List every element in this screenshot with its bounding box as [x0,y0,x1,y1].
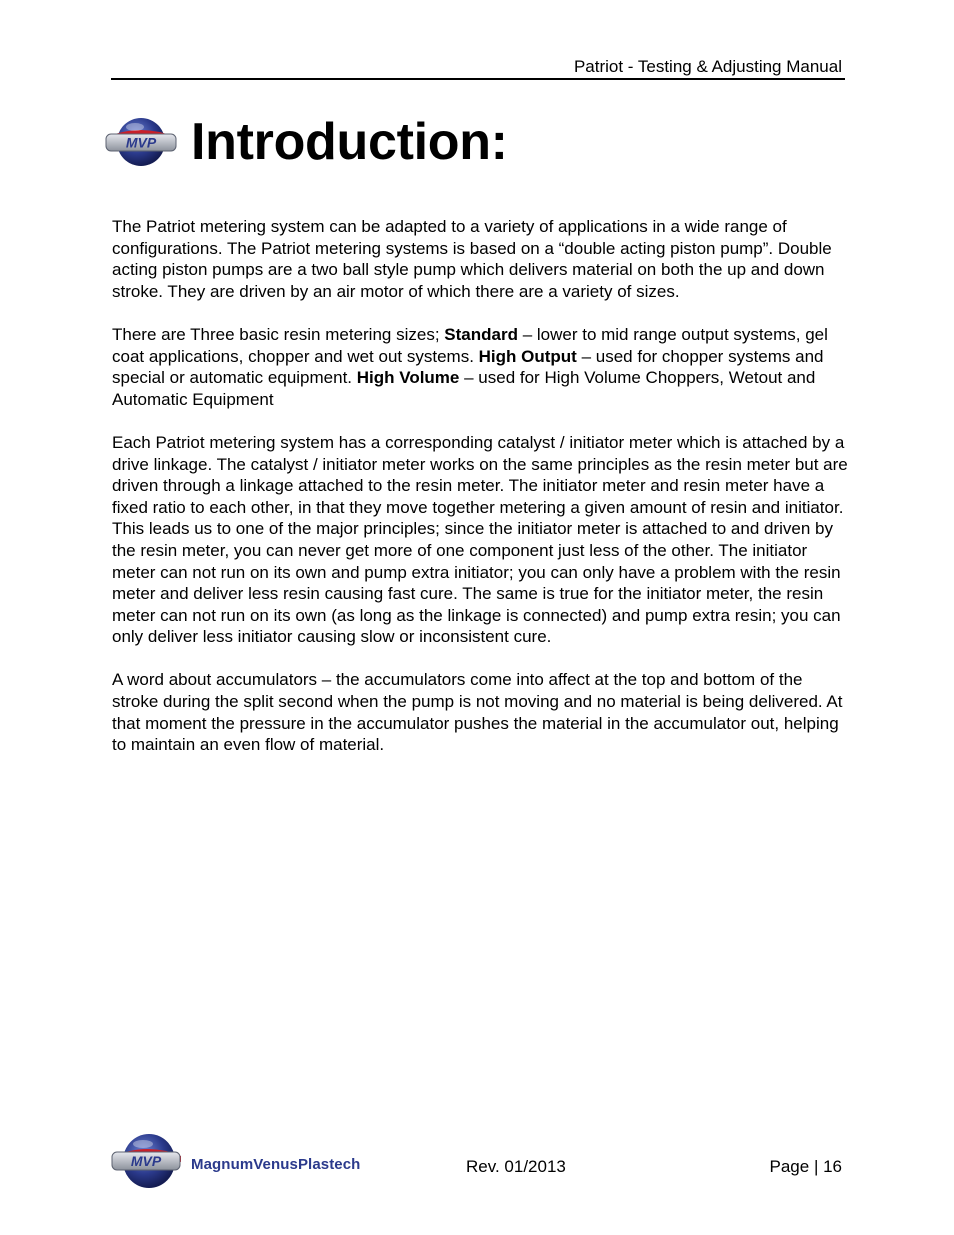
paragraph-meter-sizes [112,324,852,410]
high-output-label: High Output [478,346,577,366]
meter-sizes-intro: There are Three basic resin metering sizes; [112,324,445,344]
mvp-globe-logo-icon [111,1130,183,1192]
footer-revision: Rev. 01/2013 [466,1157,566,1176]
page-title: Introduction: [191,113,508,171]
body-content [112,216,852,777]
footer-brand: MagnumVenusPlastech [191,1156,361,1173]
standard-label: Standard [444,324,518,344]
high-volume-desc: – used for High Volume Choppers, Wetout and Automatic Equipment [112,368,816,409]
header-rule [111,78,845,80]
paragraph-accumulators: A word about accumulators – the accumulators come into affect at the top and bottom of the stroke during the split second when the pump is not moving and no material is being delivered. At that moment the pressure in the accumulator pushes the material in the accumulator out, helping to maintain an even flow of material. [112,670,843,755]
mvp-globe-logo-icon [103,113,179,171]
high-output-desc: – used for chopper systems and special or automatic equipment. [112,346,824,388]
footer-page-number: Page | 16 [769,1157,842,1176]
paragraph-initiator-meter: Each Patriot metering system has a corresponding catalyst / initiator meter which is attached by a drive linkage. The catalyst / initiator meter works on the same principles as the resin meter but are driven through a linkage attached to the resin meter. The initiator meter and resin meter have a fixed ratio to each other, in that they move together metering a given amount of resin and initiator. This leads us to one of the major principles; since the initiator meter is attached to and driven by the resin meter, you can never get more of one component just less of the other. The initiator meter can not run on its own and pump extra initiator; you can only have a problem with the resin meter and deliver less resin causing fast cure. The same is true for the initiator meter, the resin meter can not run on its own (as long as the linkage is connected) and pump extra resin; you can only deliver less initiator causing slow or inconsistent cure. [112,432,848,647]
standard-desc: – lower to mid range output systems, gel coat applications, chopper and wet out systems. [112,324,828,366]
running-header: Patriot - Testing & Adjusting Manual [573,57,842,76]
logo-lettering: MVP [125,134,157,151]
paragraph-overview: The Patriot metering system can be adapted to a variety of applications in a wide range of configurations. The Patriot metering systems is based on a “double acting piston pump”. Double acting piston pumps are a two ball style pump which delivers material on both the up and down stroke. They are driven by an air motor of which there are a variety of sizes. [112,217,832,301]
footer-logo-lettering: MVP [130,1153,162,1169]
high-volume-label: High Volume [356,368,460,388]
